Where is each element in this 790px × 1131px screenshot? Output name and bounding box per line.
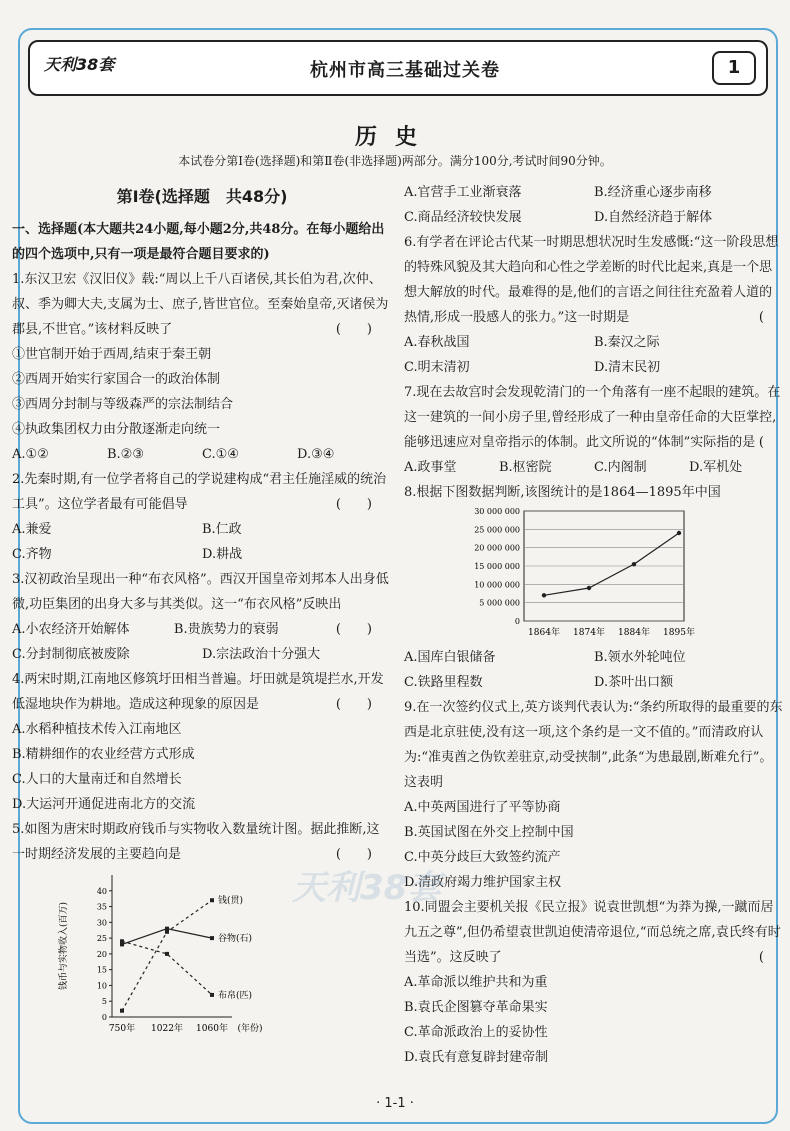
series-label: 谷物(石) [218,934,253,945]
series-line [122,941,212,995]
option-c: C.齐物 [12,547,52,562]
option-a: A.①② [12,447,49,462]
right-column [404,180,784,1070]
answer-paren: ( [758,310,764,325]
trade-chart-svg [454,505,724,645]
question-6 [404,230,784,380]
question-5 [12,817,392,1042]
y-tick-label: 20 [96,949,107,959]
question-2 [12,467,392,567]
option-b: B.袁氏企图篡夺革命果实 [404,1000,548,1015]
data-point [120,1009,124,1013]
option-a: A.春秋战国 [404,335,470,350]
y-tick-label: 15 000 000 [474,562,520,571]
question-1 [12,267,392,467]
data-point [165,927,169,931]
option-b: B.仁政 [202,522,242,537]
option-c: C.铁路里程数 [404,675,483,690]
option-b: B.英国试图在外交上控制中国 [404,825,574,840]
trade-chart [454,505,724,645]
option-c: C.商品经济较快发展 [404,210,522,225]
option-b: B.领水外轮吨位 [594,650,686,665]
answer-paren: ( [758,435,764,450]
data-point [542,593,546,597]
y-tick-label: 20 000 000 [474,543,520,553]
question-8 [404,480,784,695]
exam-title: 杭州市高三基础过关卷 [310,60,500,81]
y-tick-label: 5 000 000 [479,598,520,608]
option-c: C.中英分歧巨大致签约流产 [404,850,561,865]
question-9 [404,695,784,895]
x-tick-label: 1874年 [573,628,605,638]
data-point [165,952,169,956]
option-c: C.人口的大量南迁和自然增长 [12,772,182,787]
option-a: A.政事堂 [404,460,457,475]
statement-item: ①世官制开始于西周,结束于秦王朝 [12,347,212,362]
question-stem: 6.有学者在评论古代某一时期思想状况时生发感慨:“这一阶段思想的特殊风貌及其大趋向和心性之学差断的时代比起来,真是一个思想大解放的时代。最难得的是,他们的言语之间往往充盈着人道的热情,形成一股感人的张力。”这一时期是 [404,235,779,325]
option-a: A.小农经济开始解体 [12,622,130,637]
question-4 [12,667,392,817]
option-a: A.水稻种植技术传入江南地区 [12,722,182,737]
x-tick-label: 1060年 [196,1024,228,1034]
option-c: C.革命派政治上的妥协性 [404,1025,548,1040]
subject-title: 历史 [354,124,435,150]
y-tick-label: 25 000 000 [474,525,520,535]
option-d: D.清末民初 [594,360,661,375]
left-column [12,180,392,1042]
question-stem: 7.现在去故宫时会发现乾清门的一个角落有一座不起眼的建筑。在这一建筑的一间小房子里,曾经形成了一种由皇帝任命的大臣掌控,能够迅速应对皇帝指示的体制。此文所说的“体制”实际指的是 [404,385,781,450]
option-b: B.精耕细作的农业经营方式形成 [12,747,195,762]
option-d: D.宗法政治十分强大 [202,647,321,662]
x-tick-label: 750年 [108,1024,136,1034]
x-tick-label: 1864年 [528,628,560,638]
option-c: C.①④ [202,447,239,462]
series-label: 布帛(匹) [218,990,253,1001]
option-d: D.军机处 [689,460,743,475]
data-point [210,993,214,997]
watermark: 天利38套 [292,868,442,908]
option-b: B.贵族势力的衰弱 [173,622,279,637]
y-tick-label: 10 [96,981,107,991]
question-5-options [404,180,784,230]
option-d: D.茶叶出口额 [594,675,674,690]
option-a: A.官营手工业渐衰落 [404,185,522,200]
statement-item: ④执政集团权力由分散逐渐走向统一 [12,422,221,437]
option-a: A.兼爱 [12,522,52,537]
section-note: 一、选择题(本大题共24小题,每小题2分,共48分。在每小题给出的四个选项中,只有一项是最符合题目要求的) [12,222,385,262]
question-3 [12,567,392,667]
y-tick-label: 30 000 000 [474,507,520,516]
option-d: D.耕战 [202,547,243,562]
option-c: C.分封制彻底被废除 [12,647,130,662]
question-stem: 5.如图为唐宋时期政府钱币与实物收入数量统计图。据此推断,这一时期经济发展的主要趋向是 [12,822,380,862]
x-tick-label: 1895年 [663,628,695,638]
data-point [210,936,214,940]
answer-paren: ( [758,950,764,965]
brand-logo [36,48,176,86]
question-stem: 2.先秦时期,有一位学者将自己的学说建构成“君主任施淫威的统治工具”。这位学者最有可能倡导 [12,472,387,512]
y-tick-label: 15 [96,965,107,975]
y-tick-label: 5 [101,997,107,1007]
option-d: D.自然经济趋于解体 [594,210,713,225]
brand-name: 天利38套 [44,55,115,74]
data-point [587,586,591,590]
option-d: D.袁氏有意复辟封建帝制 [404,1050,549,1065]
page-badge: 1 [712,51,756,85]
section-title: 第Ⅰ卷(选择题 共48分) [116,187,288,206]
series-line [544,533,679,595]
option-d: D.大运河开通促进南北方的交流 [12,797,196,812]
option-a: A.国库白银储备 [404,650,496,665]
option-c: C.内阁制 [594,460,647,475]
page-number: · 1-1 · [376,1096,414,1111]
option-b: B.枢密院 [499,460,552,475]
question-10 [404,895,784,1070]
y-tick-label: 40 [96,886,107,896]
series-label: 钱(贯) [218,896,244,907]
x-tick-label: 1022年 [151,1024,183,1034]
y-tick-label: 10 000 000 [474,580,520,590]
answer-paren: ( ) [335,847,372,862]
x-axis-label: (年份) [237,1024,263,1034]
statement-item: ③西周分封制与等级森严的宗法制结合 [12,397,234,412]
data-point [677,531,681,535]
y-tick-label: 25 [96,934,107,944]
answer-paren: ( ) [335,497,372,512]
option-b: B.秦汉之际 [594,335,660,350]
y-tick-label: 0 [514,617,520,626]
option-b: B.经济重心逐步南移 [594,185,712,200]
question-stem: 4.两宋时期,江南地区修筑圩田相当普遍。圩田就是筑堤拦水,开发低湿地块作为耕地。造成这种现象的原因是 [12,672,384,712]
option-a: A.革命派以维护共和为重 [404,975,548,990]
question-7 [404,380,784,480]
y-tick-label: 0 [101,1013,107,1022]
answer-paren: ( ) [335,322,372,337]
y-tick-label: 30 [96,918,107,928]
data-point [120,939,124,943]
question-stem: 1.东汉卫宏《汉旧仪》载:“周以上千八百诸侯,其长伯为君,次仲、叔、季为卿大夫,支属为士、庶子,皆世官位。至秦始皇帝,灭诸侯为郡县,不世官。”该材料反映了 [12,272,389,337]
question-stem: 8.根据下图数据判断,该图统计的是1864—1895年中国 [404,485,721,500]
y-tick-label: 35 [96,902,107,912]
option-d: D.③④ [297,447,335,462]
question-stem: 3.汉初政治呈现出一种“布衣风格”。西汉开国皇帝刘邦本人出身低微,功臣集团的出身大多与其类似。这一“布衣风格”反映出 [12,572,389,612]
question-stem: 9.在一次签约仪式上,英方谈判代表认为:“条约所取得的最重要的东西是北京驻使,没有这一项,这个条约是一文不值的。”而清政府认为:“准夷酋之伪钦差驻京,动受挟制”,此条“为患最剧,断难允行”。这表明 [404,700,783,790]
y-axis-label: 钱币与实物收入(百万) [59,901,69,991]
option-d: D.清政府竭力维护国家主权 [404,875,562,890]
data-point [210,898,214,902]
exam-intro: 本试卷分第Ⅰ卷(选择题)和第Ⅱ卷(非选择题)两部分。满分100分,考试时间90分钟。 [178,154,612,168]
question-stem: 10.同盟会主要机关报《民立报》说袁世凯想“为莽为操,一蹴而居九五之尊”,但仍希望袁世凯迫使清帝退位,“而总统之席,袁氏终有时当选”。这反映了 [404,900,781,965]
statement-item: ②西周开始实行家国合一的政治体制 [12,372,221,387]
option-a: A.中英两国进行了平等协商 [404,800,561,815]
answer-paren: ( ) [335,697,372,712]
x-tick-label: 1884年 [618,628,650,638]
exam-header [28,40,768,96]
option-c: C.明末清初 [404,360,470,375]
option-b: B.②③ [107,447,144,462]
data-point [632,562,636,566]
answer-paren: ( ) [335,622,372,637]
